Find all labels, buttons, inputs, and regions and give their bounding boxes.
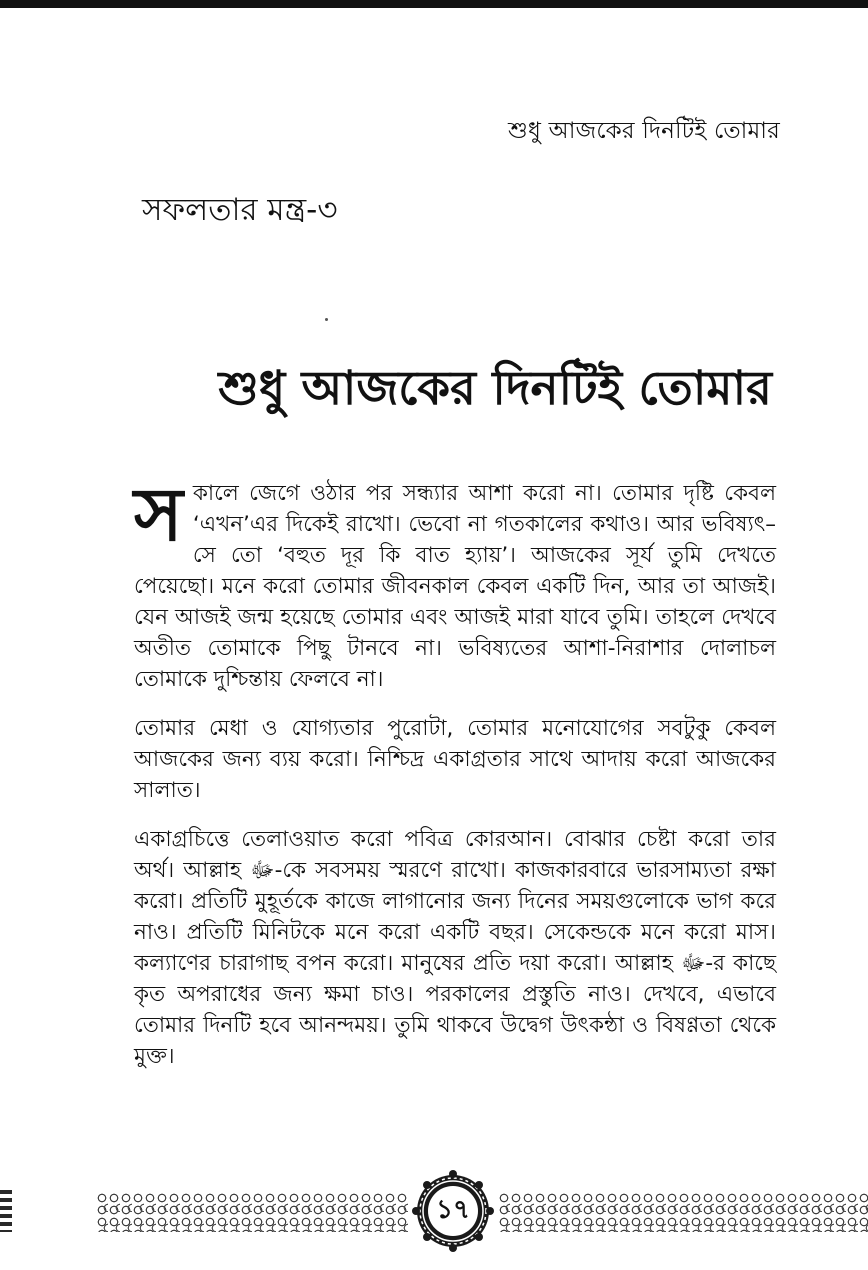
page-footer — [96, 1170, 868, 1254]
page-number-badge — [412, 1170, 494, 1252]
paragraph-2: তোমার মেধা ও যোগ্যতার পুরোটা, তোমার মনোযোগের সবটুকু কেবল আজকের জন্য ব্যয় করো। নিশ্চিদ্র একাগ্রতার সাথে আদায় করো আজকের সালাত। — [134, 716, 776, 803]
page-number: ১৭ — [436, 1195, 470, 1225]
body-text — [134, 472, 776, 1090]
top-border — [0, 0, 868, 8]
chapter-title: শুধু আজকের দিনটিই তোমার — [218, 361, 772, 416]
section-label: সফলতার মন্ত্র-৩ — [142, 192, 338, 228]
drop-cap: স — [134, 472, 183, 558]
print-speck — [325, 318, 328, 321]
footer-ornament-right — [498, 1192, 868, 1232]
paragraph-1 — [134, 472, 776, 695]
paragraph-3: একাগ্রচিত্তে তেলাওয়াত করো পবিত্র কোরআন। বোঝার চেষ্টা করো তার অর্থ। আল্লাহ ﷻ-কে সবসময় স্মরণে রাখো। কাজকারবারে ভারসাম্যতা রক্ষা করো। প্রতিটি মুহূর্তকে কাজে লাগানোর জন্য দিনের সময়গুলোকে ভাগ করে নাও। প্রতিটি মিনিটকে মনে করো একটি বছর। সেকেন্ডকে মনে করো মাস। কল্যাণের চারাগাছ বপন করো। মানুষের প্রতি দয়া করো। আল্লাহ ﷻ-র কাছে কৃত অপরাধের জন্য ক্ষমা চাও। পরকালের প্রস্তুতি নাও। দেখবে, এভাবে তোমার দিনটি হবে আনন্দময়। তুমি থাকবে উদ্বেগ উৎকন্ঠা ও বিষণ্ণতা থেকে মুক্ত। — [134, 827, 776, 1069]
paragraph-1-text: কালে জেগে ওঠার পর সন্ধ্যার আশা করো না। তোমার দৃষ্টি কেবল ‘এখন’এর দিকেই রাখো। ভেবো না গতকালের কথাও। আর ভবিষ্যৎ– সে তো ‘বহুত দূর কি বাত হ্যায়’। আজকের সূর্য তুমি দেখতে পেয়েছো। মনে করো তোমার জীবনকাল কেবল একটি দিন, আর তা আজই। যেন আজই জন্ম হয়েছে তোমার এবং আজই মারা যাবে তুমি। তাহলে দেখবে অতীত তোমাকে পিছু টানবে না। ভবিষ্যতের আশা-নিরাশার দোলাচল তোমাকে দুশ্চিন্তায় ফেলবে না। — [134, 481, 776, 692]
footer-ornament-left — [96, 1192, 408, 1232]
page-edge-mark — [0, 1190, 12, 1232]
running-header: শুধু আজকের দিনটিই তোমার — [507, 118, 780, 144]
